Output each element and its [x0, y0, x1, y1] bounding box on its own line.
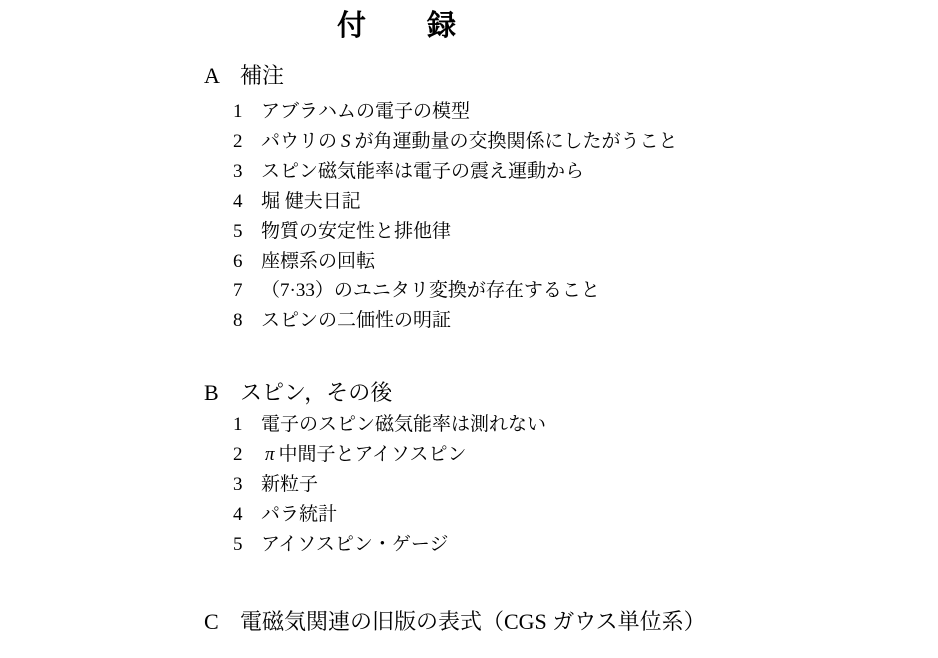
item-number: 4 — [233, 503, 243, 525]
toc-item — [233, 440, 546, 470]
item-number: 5 — [233, 220, 243, 242]
toc-item — [233, 470, 546, 500]
item-text: 堀 健夫日記 — [261, 190, 361, 212]
item-number: 3 — [233, 473, 243, 495]
item-text: アイソスピン・ゲージ — [261, 533, 449, 555]
section-b-list — [233, 410, 546, 560]
section-c-heading — [204, 605, 706, 636]
toc-item — [233, 97, 678, 127]
section-a-title: 補注 — [240, 63, 285, 88]
item-text: π 中間子とアイソスピン — [261, 444, 466, 465]
section-c-title: 電磁気関連の旧版の表式（CGS ガウス単位系） — [240, 609, 706, 634]
item-number: 1 — [233, 414, 243, 435]
item-text: スピンの二価性の明証 — [261, 310, 452, 332]
toc-item — [233, 127, 678, 157]
item-number: 2 — [233, 130, 243, 152]
math-symbol-pi: π — [265, 443, 275, 465]
section-b-heading — [204, 376, 392, 407]
item-text: パラ統計 — [261, 503, 338, 525]
toc-item — [233, 306, 678, 336]
toc-item — [233, 217, 678, 247]
toc-item — [233, 276, 678, 306]
item-number: 7 — [233, 280, 243, 302]
toc-item — [233, 247, 678, 277]
section-a-heading — [204, 59, 284, 90]
item-text: アブラハムの電子の模型 — [261, 101, 471, 122]
item-text: スピン磁気能率は電子の震え運動から — [261, 160, 585, 182]
item-text: 座標系の回転 — [261, 250, 376, 272]
item-number: 3 — [233, 160, 243, 182]
item-number: 1 — [233, 101, 243, 122]
item-text: 物質の安定性と排他律 — [261, 220, 452, 242]
section-b-title: スピン，その後 — [240, 380, 393, 405]
toc-item — [233, 187, 678, 217]
item-number: 8 — [233, 310, 243, 332]
section-b-label: B — [204, 380, 219, 405]
item-text: 電子のスピン磁気能率は測れない — [261, 414, 547, 435]
toc-item — [233, 410, 546, 440]
section-c-label: C — [204, 609, 219, 634]
section-a-label: A — [204, 63, 220, 88]
page-title: 付 録 — [337, 10, 458, 42]
item-number: 6 — [233, 250, 243, 272]
toc-item — [233, 500, 546, 530]
item-number: 5 — [233, 533, 243, 555]
item-number: 2 — [233, 443, 243, 465]
toc-item — [233, 530, 546, 560]
toc-item — [233, 157, 678, 187]
item-text: （7·33）のユニタリ変換が存在すること — [261, 280, 600, 302]
item-number: 4 — [233, 190, 243, 212]
item-text: パウリの S が角運動量の交換関係にしたがうこと — [261, 130, 678, 152]
section-a-list — [233, 97, 678, 336]
item-text: 新粒子 — [261, 473, 319, 495]
math-symbol-S: S — [341, 130, 351, 152]
